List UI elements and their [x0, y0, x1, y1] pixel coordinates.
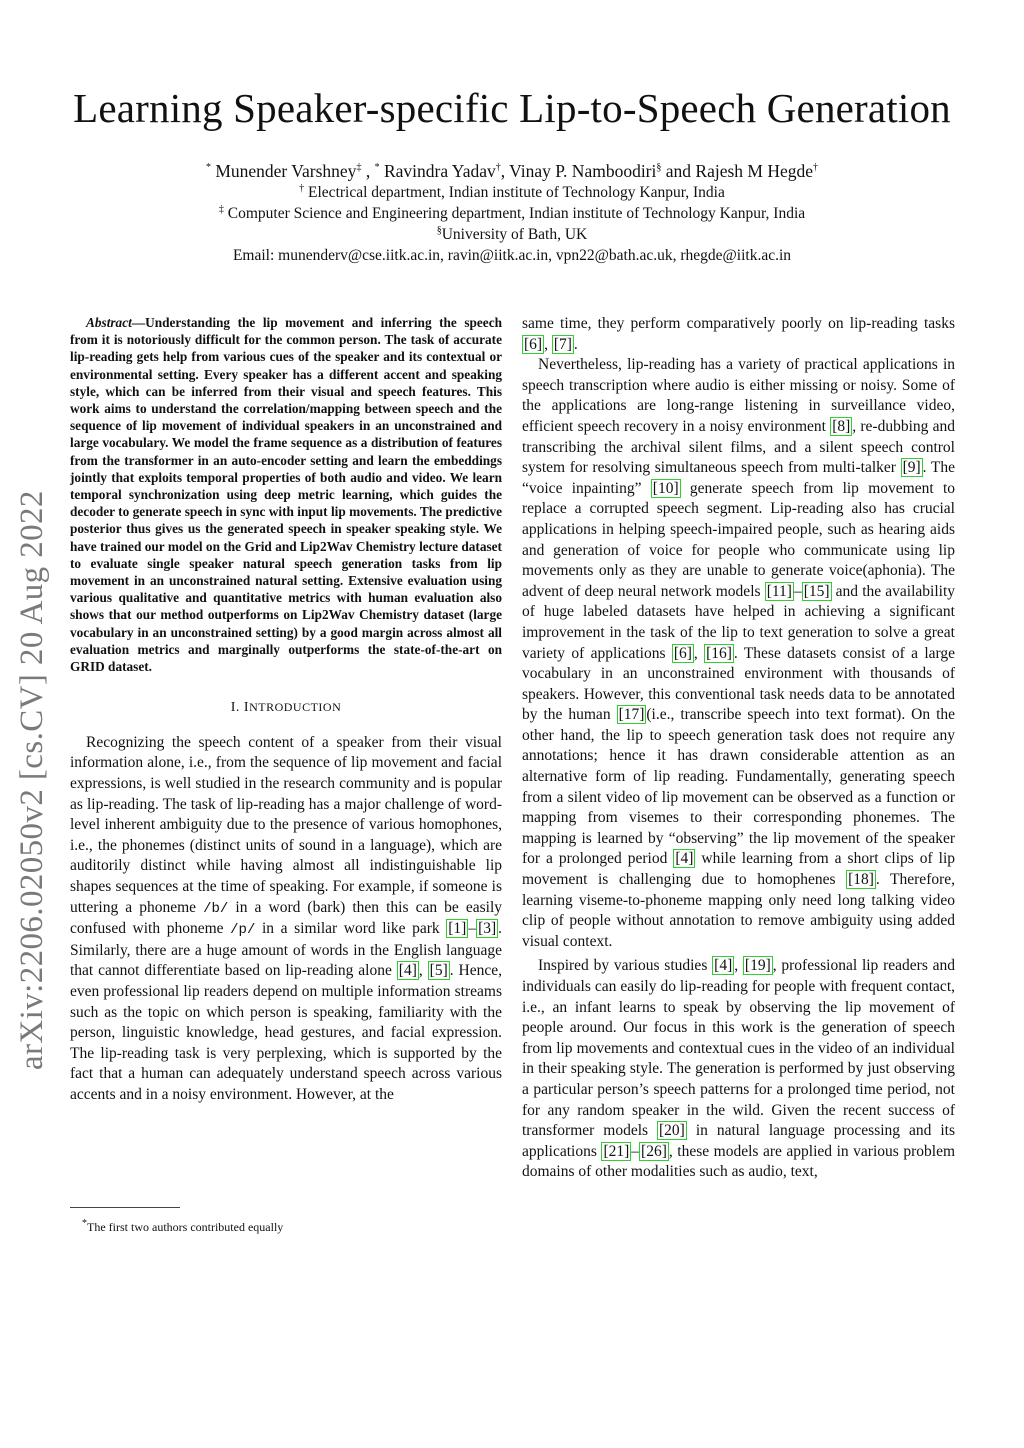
affiliation-3: §University of Bath, UK	[436, 224, 588, 243]
section-heading-introduction: I. INTRODUCTION	[230, 700, 342, 716]
citation-link[interactable]: [9]	[902, 459, 921, 477]
citation-link[interactable]: [10]	[652, 479, 679, 497]
intro-paragraph-2: Nevertheless, lip-reading has a variety of practical applications in speech transcription where audio is either missing or noisy. Some of the applications are long-range listening in surveillance video, efficient speech recovery in a noisy environment [8] , re-dubbing and transcribing the archival silent films, and a silent speech control system for resolving simultaneous speech from multi-talker [9] . The “voice inpainting” [10] generate speech from lip movement to replace a corrupted speech segment. Lip-reading also has crucial applications in helping speech-impaired people, such as hearing aids and generation of voice for people who communicate using lip movements only as they are unable to generate voice(aphonia). The advent of deep neural network models [11] – [15] and the availability of huge labeled datasets have helped in achieving a significant improvement in the task of the lip to text generation to solve a great variety of applications [6] , [16] . These datasets consist of a large vocabulary in an unconstrained environment with thousands of speakers. However, this conventional task needs data to be annotated by the human [17] (i.e., transcribe speech into text format). On the other hand, the lip to speech generation task does not require any annotations; hence it has drawn considerable attention as an alternative form of lip reading. Fundamentally, generating speech from a silent video of lip movement can be observed as a function or mapping from visemes to their corresponding phonemes. The mapping is learned by “observing” the lip movement of the speaker for a prolonged period [4] while learning from a short clips of lip movement is challenging due to homophenes [18] . Therefore, learning viseme-to-phoneme mapping only need long talking video clip of people without annotation to remove ambiguity using added visual context.	[522, 356, 956, 950]
citation-link[interactable]: [7]	[553, 335, 572, 353]
citation-link[interactable]: [19]	[744, 957, 771, 975]
citation-link[interactable]: [6]	[524, 335, 543, 353]
citation-link[interactable]: [4]	[714, 957, 733, 975]
citation-link[interactable]: [6]	[673, 644, 692, 662]
citation-link[interactable]: [21]	[603, 1142, 630, 1160]
author-list: * Munender Varshney‡ , * Ravindra Yadav†, Vinay P. Namboodiri§ and Rajesh M Hegde†	[205, 161, 819, 181]
arxiv-identifier: arXiv:2206.02050v2 [cs.CV] 20 Aug 2022	[14, 490, 50, 1070]
author-3: Vinay P. Namboodiri	[509, 161, 657, 181]
citation-link[interactable]: [15]	[803, 582, 830, 600]
author-4: Rajesh M Hegde	[695, 161, 814, 181]
citation-link[interactable]: [4]	[398, 962, 417, 980]
citation-link[interactable]: [1]	[448, 920, 467, 938]
intro-paragraph-1: Recognizing the speech content of a speaker from their visual information alone, i.e., from the sequence of lip movement and facial expressions, is well studied in the research community and is popular as lip-reading. The task of lip-reading has a major challenge of word-level inherent ambiguity due to the presence of various homophones, i.e., the phonemes (distinct units of sound in a language), which are auditorily distinct while having almost all indistinguishable lip shapes sequences at the time of speaking. For example, if someone is uttering a phoneme /b/ in a word (bark) then this can be easily confused with phoneme /p/ in a similar word like park [1] – [3] . Similarly, there are a huge amount of words in the English language that cannot differentiate based on lip-reading alone [4] , [5] . Hence, even professional lip readers depend on multiple information streams such as the topic on which person is speaking, familiarity with the person, linguistic knowledge, head gestures, and facial expression. The lip-reading task is very perplexing, which is supported by the fact that a human can adequately understand speech across various accents and in a noisy environment. However, at the	[70, 733, 503, 1103]
continued-paragraph: same time, they perform comparatively poorly on lip-reading tasks [6] , [7] .	[522, 315, 955, 353]
citation-link[interactable]: [20]	[659, 1122, 685, 1140]
footnote-rule	[70, 1207, 180, 1208]
abstract: Abstract—Understanding the lip movement and inferring the speech from it is notoriously difficult for the common person. The task of accurate lip-reading gets help from various cues of the speaker and its contextual or environmental setting. Every speaker has a different accent and speaking style, which can be inferred from their visual and speech features. This work aims to understand the correlation/mapping between speech and the sequence of lip movement of individual speakers in an unconstrained and large vocabulary. We model the frame sequence as a distribution of features from the transformer in an auto-encoder setting and learn the embeddings jointly that exploits temporal properties of both audio and video. We learn temporal synchronization using deep metric learning, which guides the decoder to generate speech in sync with input lip movements. The predictive posterior thus gives us the generated speech in speaker speaking style. We have trained our model on the Grid and Lip2Wav Chemistry lecture dataset to evaluate single speaker natural speech generation tasks from lip movement in an unconstrained natural setting. Extensive evaluation using various qualitative and quantitative metrics with human evaluation also shows that our method outperforms on Lip2Wav Chemistry dataset (large vocabulary in an unconstrained setting) by a good margin across almost all evaluation metrics and marginally outperforms the state-of-the-art on GRID dataset.	[70, 315, 502, 675]
left-column	[70, 314, 502, 1106]
author-2: Ravindra Yadav	[383, 161, 496, 181]
citation-link[interactable]: [5]	[429, 962, 448, 980]
abstract-label: Abstract	[86, 315, 132, 330]
affiliation-1: † Electrical department, Indian institute of Technology Kanpur, India	[299, 182, 725, 201]
citation-link[interactable]: [3]	[478, 920, 497, 938]
affiliation-2: ‡ Computer Science and Engineering department, Indian institute of Technology Kanpur, India	[218, 203, 806, 222]
intro-paragraph-3: Inspired by various studies [4] , [19] , professional lip readers and individuals can easily do lip-reading for people with frequent contact, i.e., an infant learns to speak by observing the lip movement of people around. Our focus in this work is the generation of speech from lip movements and contextual cues in the video of an individual in their speaking style. The generation is performed by just observing a particular person’s speech patterns for a prolonged time period, not for any random speaker in the wild. Given the recent success of transformer models [20] in natural language processing and its applications [21] – [26] , these models are applied in various problem domains of other modalities such as audio, text,	[522, 957, 956, 1181]
citation-link[interactable]: [18]	[848, 871, 874, 889]
author-1: Munender Varshney	[215, 161, 357, 181]
email-line: Email: munenderv@cse.iitk.ac.in, ravin@iitk.ac.in, vpn22@bath.ac.uk, rhegde@iitk.ac.in	[232, 247, 792, 264]
paper-title: Learning Speaker-specific Lip-to-Speech Generation	[73, 85, 951, 131]
citation-link[interactable]: [26]	[641, 1142, 667, 1160]
citation-link[interactable]: [11]	[766, 582, 792, 600]
citation-link[interactable]: [17]	[618, 706, 645, 724]
right-column	[522, 314, 955, 1183]
citation-link[interactable]: [4]	[675, 850, 694, 868]
citation-link[interactable]: [16]	[706, 644, 732, 662]
citation-link[interactable]: [8]	[832, 417, 851, 435]
footnote: *The first two authors contributed equally	[82, 1218, 284, 1234]
